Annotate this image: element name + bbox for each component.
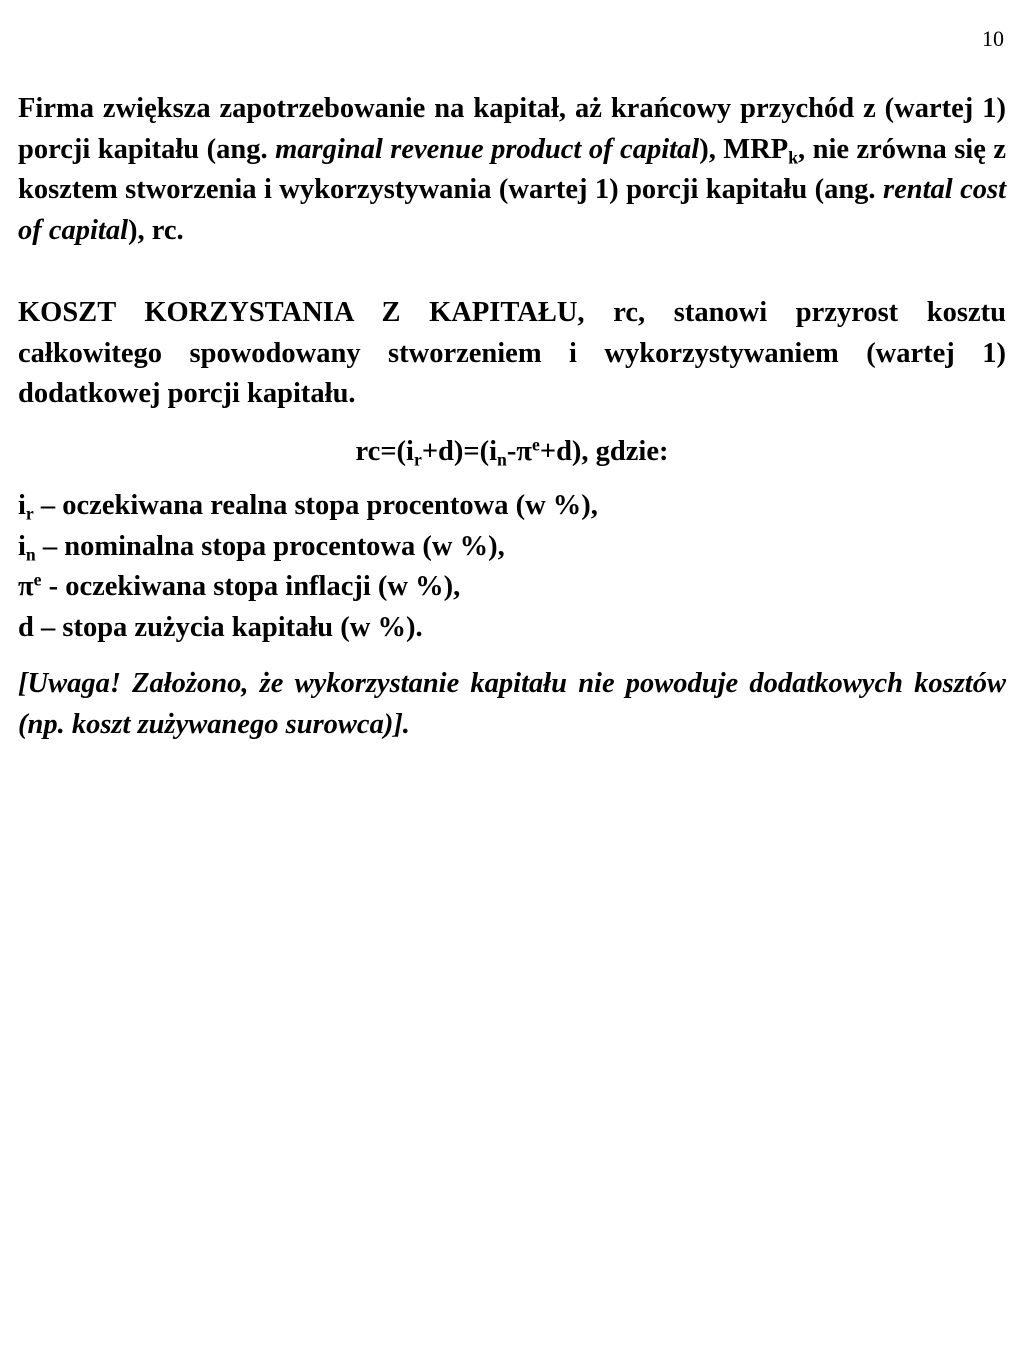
definition-in bbox=[18, 527, 1006, 568]
subscript: n bbox=[25, 544, 36, 565]
text-span: Firma zwiększa zapotrzebowanie na kapitał, aż krańcowy przychód z (wartej 1) porcji kapitału (ang. bbox=[18, 93, 1006, 165]
subscript: r bbox=[413, 449, 422, 470]
italic-term: rental cost of capital bbox=[18, 174, 1006, 246]
symbol: i bbox=[18, 490, 26, 521]
formula-part: rc=(i bbox=[355, 435, 414, 467]
definition-d bbox=[18, 608, 1006, 649]
superscript: e bbox=[33, 569, 42, 590]
italic-term: marginal revenue product of capital bbox=[275, 133, 700, 165]
subscript: r bbox=[25, 503, 34, 524]
definition-text: – nominalna stopa procentowa (w %), bbox=[35, 530, 505, 562]
subscript: k bbox=[788, 147, 799, 168]
document-body bbox=[18, 89, 1006, 745]
formula-part: +d), gdzie: bbox=[539, 435, 669, 467]
symbol: i bbox=[18, 530, 26, 562]
symbol: d bbox=[18, 611, 34, 643]
formula-rental-cost bbox=[18, 432, 1006, 473]
formula-part: +d)=(i bbox=[421, 435, 498, 467]
superscript: e bbox=[531, 433, 540, 454]
text-span: ), rc. bbox=[128, 214, 184, 246]
paragraph-rental-cost-definition: KOSZT KORZYSTANIA Z KAPITAŁU, rc, stanowi przyrost kosztu całkowitego spowodowany stworzeniem i wykorzystywaniem (wartej 1) dodatkowej porcji kapitału. bbox=[18, 297, 1006, 409]
definition-text: - oczekiwana stopa inflacji (w %), bbox=[41, 571, 461, 602]
text-span: ), MRP bbox=[699, 133, 789, 165]
note-italic: [Uwaga! Założono, że wykorzystanie kapitału nie powoduje dodatkowych kosztów (np. koszt zużywanego surowca)]. bbox=[18, 668, 1006, 740]
paragraph-mrp bbox=[18, 89, 1006, 251]
formula-part: -π bbox=[506, 435, 532, 467]
symbol: π bbox=[18, 571, 34, 602]
subscript: n bbox=[497, 449, 507, 470]
definition-ir bbox=[18, 486, 1006, 527]
definition-text: – stopa zużycia kapitału (w %). bbox=[33, 611, 423, 643]
definition-text: – oczekiwana realna stopa procentowa (w %), bbox=[33, 490, 598, 521]
page-number: 10 bbox=[982, 26, 1004, 51]
definition-pi-e bbox=[18, 567, 1006, 608]
variable-definitions bbox=[18, 486, 1006, 648]
text-span: , nie zrówna się z kosztem stworzenia i wykorzystywania (wartej 1) porcji kapitału (ang. bbox=[18, 133, 1006, 205]
